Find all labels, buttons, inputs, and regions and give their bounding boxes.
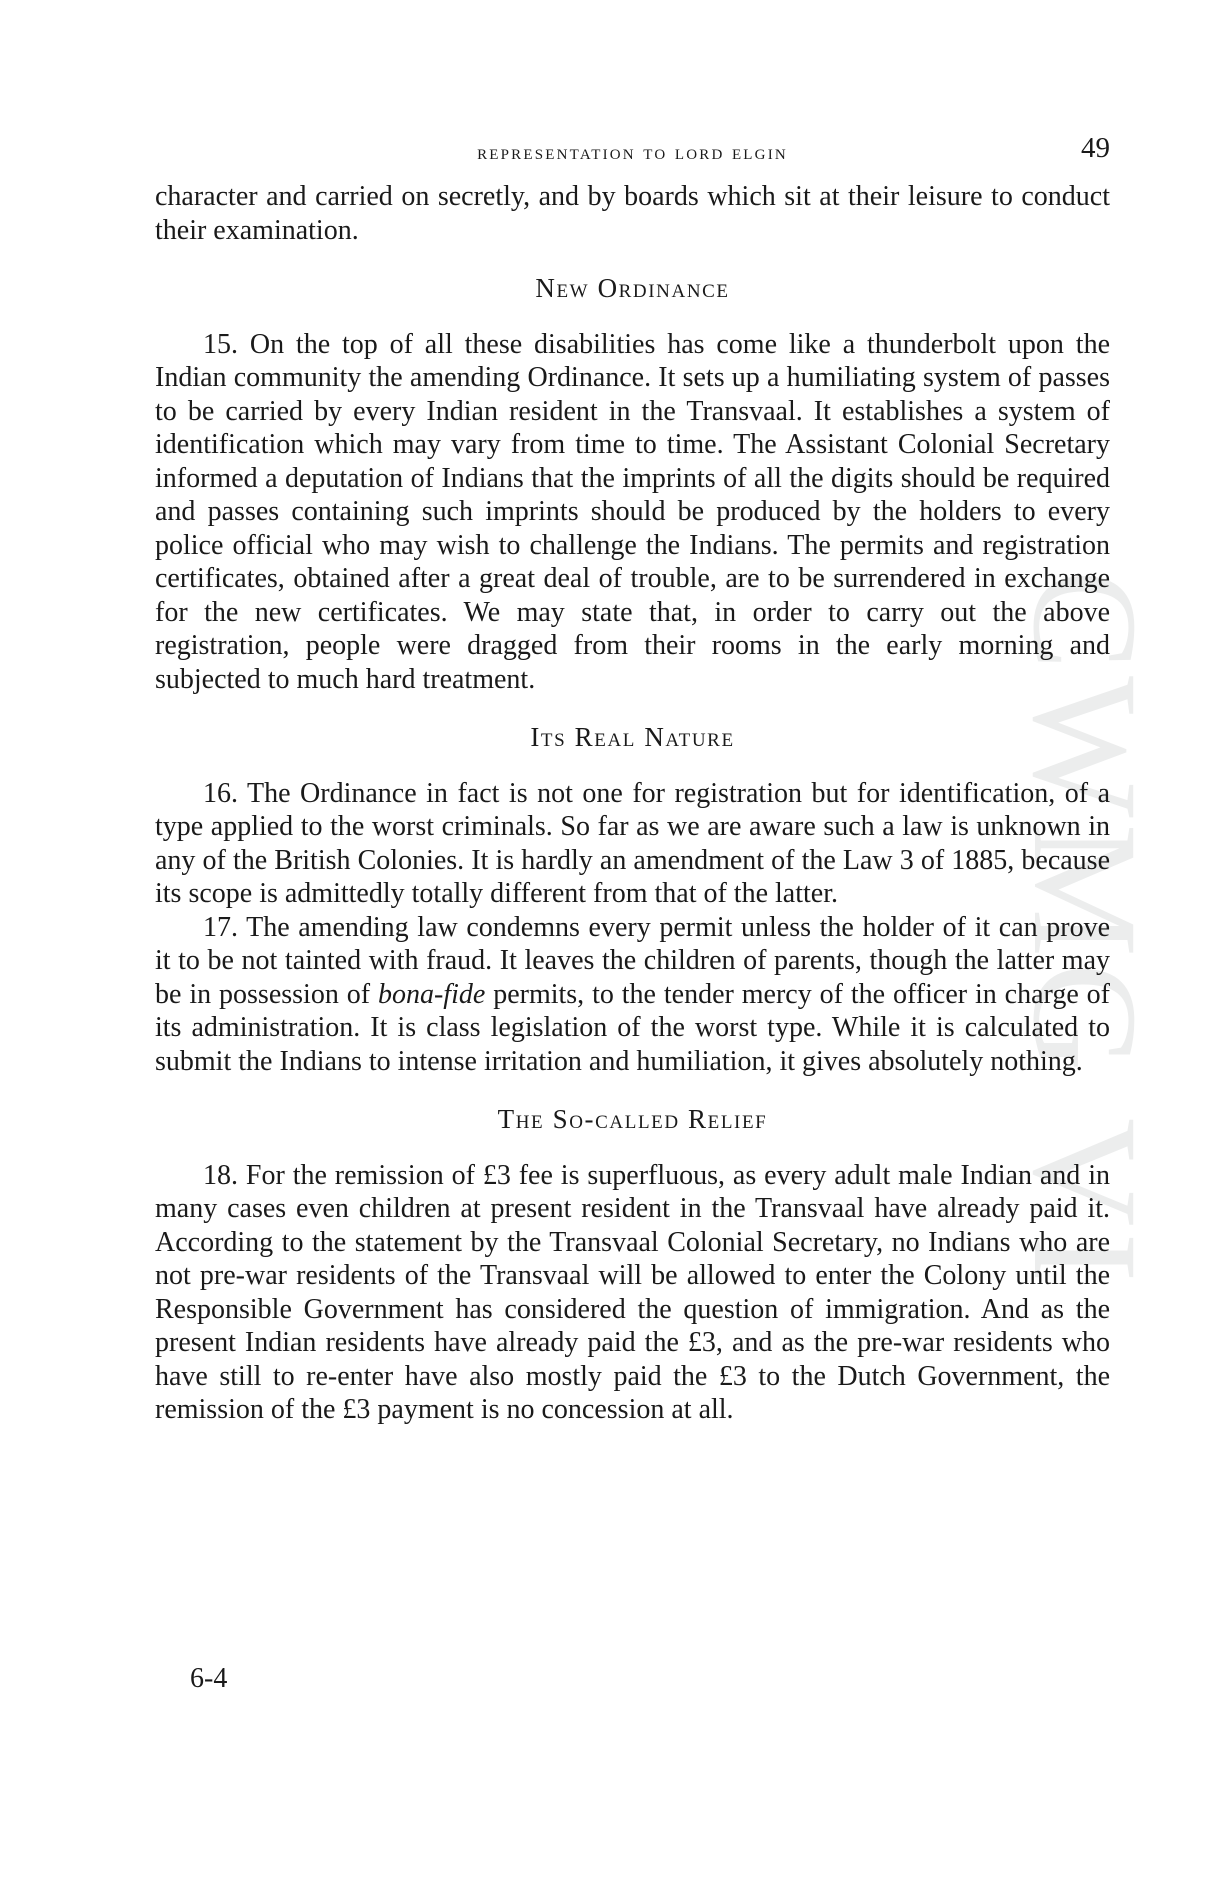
body-text	[155, 180, 1110, 1427]
printer-signature-mark: 6-4	[190, 1663, 228, 1694]
running-head	[155, 132, 1110, 172]
paragraph-17-part-2: permits, to the tender mercy of the officer in charge of its administration. It is class legislation of the worst type. While it is calculated to submit the Indians to intense irritation and humiliation, it gives absolutely nothing.	[155, 978, 1111, 1077]
paragraph-15: 15. On the top of all these disabilities has come like a thunderbolt upon the Indian community the amending Ordinance. It sets up a humiliating system of passes to be carried by every Indian resident in the Transvaal. It establishes a system of identification which may vary from time to time. The Assistant Colonial Secretary informed a deputation of Indians that the imprints of all the digits should be required and passes containing such imprints should be produced by the holders to every police official who may wish to challenge the Indians. The permits and registration certificates, obtained after a great deal of trouble, are to be surrendered in exchange for the new certificates. We may state that, in order to carry out the above registration, people were dragged from their rooms in the early morning and subjected to much hard treatment.	[155, 328, 1110, 695]
paragraph-16: 16. The Ordinance in fact is not one for registration but for identification, of a type applied to the worst criminals. So far as we are aware such a law is unknown in any of the British Colonies. It is hardly an amendment of the Law 3 of 1885, because its scope is admittedly totally different from that of the latter.	[155, 777, 1110, 909]
page-number: 49	[1081, 132, 1110, 164]
section-heading-its-real-nature: Its Real Nature	[530, 722, 735, 752]
running-title: representation to lord elgin	[477, 140, 788, 164]
paragraph-17	[155, 911, 1110, 1079]
watermark-text: CWMG VI	[1002, 570, 1168, 1289]
paragraph-17-italic: bona-fide	[377, 978, 486, 1010]
paragraph-continued: character and carried on secretly, and by boards which sit at their leisure to conduct their examination.	[155, 181, 1110, 246]
section-heading-new-ordinance: New Ordinance	[535, 273, 730, 303]
paragraph-18: 18. For the remission of £3 fee is superfluous, as every adult male Indian and in many cases even children at present resident in the Transvaal have already paid it. According to the statement by the Transvaal Colonial Secretary, no Indians who are not pre-war residents of the Transvaal will be allowed to enter the Colony until the Responsible Government has considered the question of immigration. And as the present Indian residents have already paid the £3, and as the pre-war residents who have still to re-enter have also mostly paid the £3 to the Dutch Government, the remission of the £3 payment is no concession at all.	[155, 1159, 1110, 1425]
section-heading-so-called-relief: The So-called Relief	[497, 1104, 768, 1134]
paragraph-17-part-1: 17. The amending law condemns every permit unless the holder of it can prove it to be not tainted with fraud. It leaves the children of parents, though the latter may be in possession of	[155, 911, 1110, 1010]
